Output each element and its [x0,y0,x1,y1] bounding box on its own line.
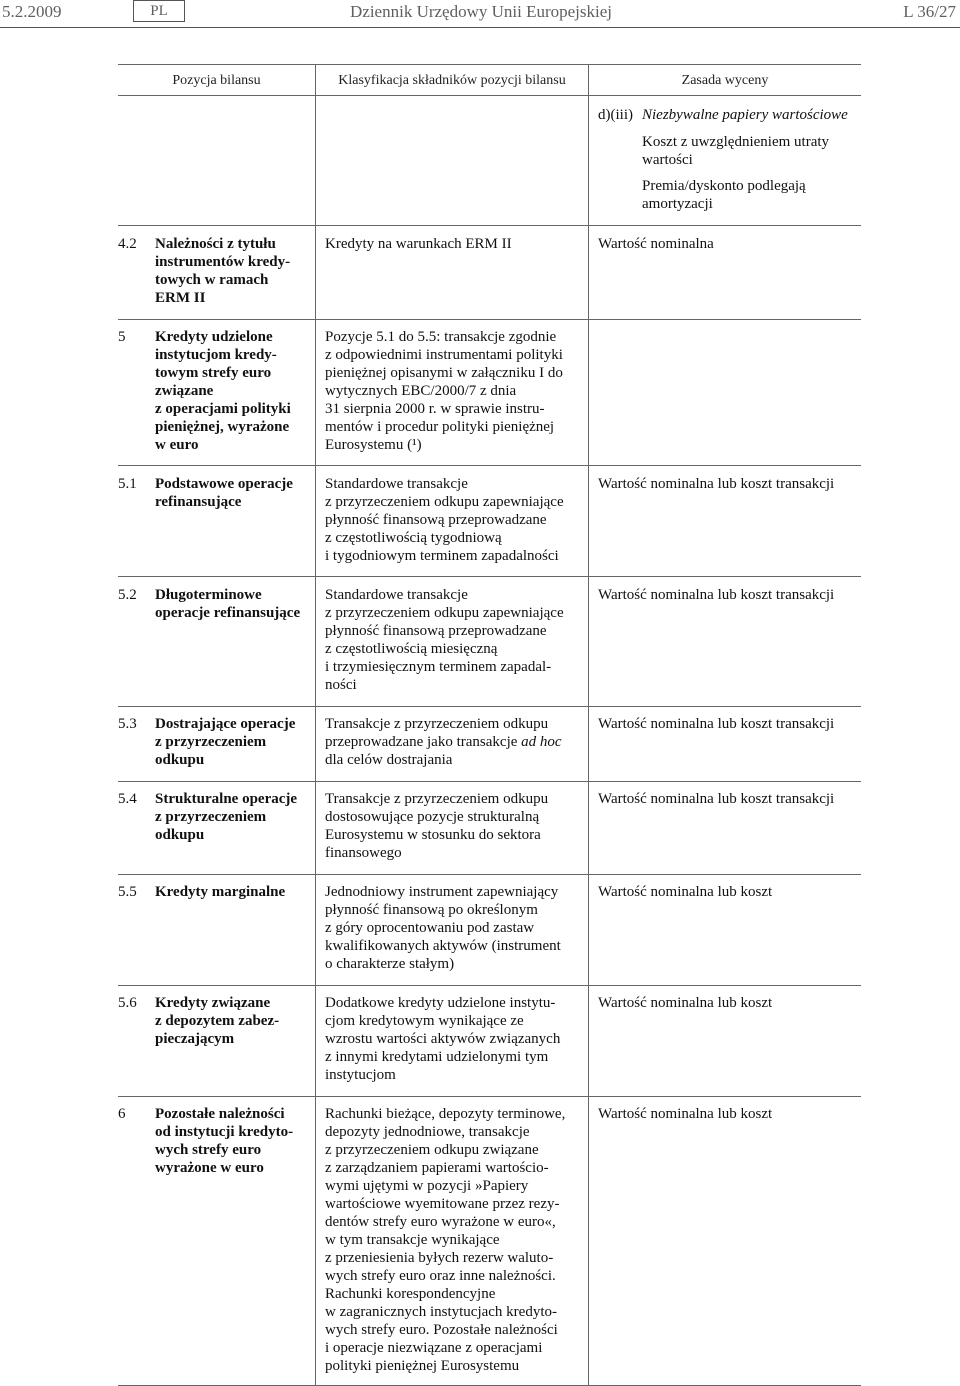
publication-date: 5.2.2009 [2,2,62,21]
row-valuation: Wartość nominalna lub koszt transakcji [598,716,835,732]
row-item: Pozostałe należności od instytucji kredyto- wych strefy euro wyrażone w euro [155,1106,294,1176]
row-divider [118,319,861,320]
column-header-klasyfikacja: Klasyfikacja składników pozycji bilansu [338,73,566,88]
row-classification: Rachunki bieżące, depozyty terminowe, depozyty jednodniowe, transakcje z przyrzeczeniem odkupu związane z zarządzaniem papierami wartościo- wymi ujętymi w pozycji »Papiery wartościowe wyemitowane przez rezy- dentów strefy euro wyrażone w euro«, w tym transakcje wynikające z przeniesienia byłych rezerw waluto- wych strefy euro oraz inne należności. Rachunki korespondencyjne w zagranicznych instytucjach kredyto- wych strefy euro. Pozostałe należności i operacje niezwiązane z operacjami polityki pieniężnej Eurosystemu [325,1106,566,1374]
row-valuation: Wartość nominalna [598,236,714,252]
row-classification: Kredyty na warunkach ERM II [325,236,512,252]
row-number: 5.6 [118,995,137,1011]
row-item: Należności z tytułu instrumentów kredy- towych w ramach ERM II [155,236,291,306]
row-item: Kredyty związane z depozytem zabez- pieczającym [155,995,280,1047]
subitem-valuation-1: Koszt z uwzględnieniem utraty wartości [642,134,830,168]
row-valuation: Wartość nominalna lub koszt [598,884,773,900]
row-item: Długoterminowe operacje refinansujące [155,587,301,621]
header-divider [0,27,960,28]
table-header-divider [118,95,861,96]
row-divider [118,706,861,707]
row-valuation: Wartość nominalna lub koszt transakcji [598,587,835,603]
row-divider [118,985,861,986]
row-classification: Dodatkowe kredyty udzielone instytu- cjom kredytowym wynikające ze wzrostu wartości aktywów związanych z innymi kredytami udzielonymi tym instytucjom [325,995,561,1083]
language-badge: PL [133,0,185,22]
subitem-title: Niezbywalne papiery wartościowe [642,107,848,123]
row-item: Strukturalne operacje z przyrzeczeniem odkupu [155,791,298,843]
row-item: Kredyty marginalne [155,884,286,900]
row-number: 5.1 [118,476,137,492]
row-classification: Standardowe transakcje z przyrzeczeniem odkupu zapewniające płynność finansową przeprowadzane z częstotliwością tygodniową i tygodniowym terminem zapadalności [325,476,564,564]
row-classification: Jednodniowy instrument zapewniający płynność finansową po określonym z góry oprocentowaniu pod zastaw kwalifikowanych aktywów (instrument o charakterze stałym) [325,884,561,972]
row-number: 4.2 [118,236,137,252]
row-number: 6 [118,1106,126,1122]
row-number: 5.2 [118,587,137,603]
row-item: Podstawowe operacje refinansujące [155,476,293,510]
page-header [0,0,960,28]
column-header-zasada: Zasada wyceny [681,73,769,88]
row-valuation: Wartość nominalna lub koszt transakcji [598,791,835,807]
row-divider [118,874,861,875]
page-reference: L 36/27 [903,2,956,21]
row-classification: Transakcje z przyrzeczeniem odkupu dostosowujące pozycje strukturalną Eurosystemu w stosunku do sektora finansowego [325,791,549,861]
table-top-border [118,64,861,65]
row-item: Kredyty udzielone instytucjom kredy- towym strefy euro związane z operacjami polityki pieniężnej, wyrażone w euro [155,329,291,453]
row-classification: Standardowe transakcje z przyrzeczeniem odkupu zapewniające płynność finansową przeprowadzane z częstotliwością miesięczną i trzymiesięcznym terminem zapadal- ności [325,587,564,693]
row-valuation: Wartość nominalna lub koszt [598,1106,773,1122]
subitem-valuation-2: Premia/dyskonto podlegają amortyzacji [642,178,806,212]
row-divider [118,576,861,577]
row-valuation: Wartość nominalna lub koszt transakcji [598,476,835,492]
row-number: 5.4 [118,791,137,807]
journal-title: Dziennik Urzędowy Unii Europejskiej [350,2,613,21]
row-divider [118,1096,861,1097]
column-divider-2 [588,64,589,1386]
row-valuation: Wartość nominalna lub koszt [598,995,773,1011]
row-divider [118,225,861,226]
row-classification: Pozycje 5.1 do 5.5: transakcje zgodnie z odpowiednimi instrumentami polityki pieniężnej opisanymi w załączniku I do wytycznych EBC/2000/7 z dnia 31 sierpnia 2000 r. w sprawie instru- mentów i procedur polityki pieniężnej Eurosystemu (¹) [325,329,563,453]
row-item: Dostrajające operacje z przyrzeczeniem odkupu [155,716,296,768]
row-number: 5 [118,329,126,345]
column-divider-1 [315,64,316,1386]
row-divider [118,465,861,466]
row-classification: Transakcje z przyrzeczeniem odkupu przeprowadzane jako transakcje ad hoc dla celów dostrajania [325,716,562,768]
row-number: 5.5 [118,884,137,900]
row-number: 5.3 [118,716,137,732]
column-header-pozycja: Pozycja bilansu [172,73,261,88]
subitem-number: d)(iii) [598,107,633,123]
row-divider [118,781,861,782]
